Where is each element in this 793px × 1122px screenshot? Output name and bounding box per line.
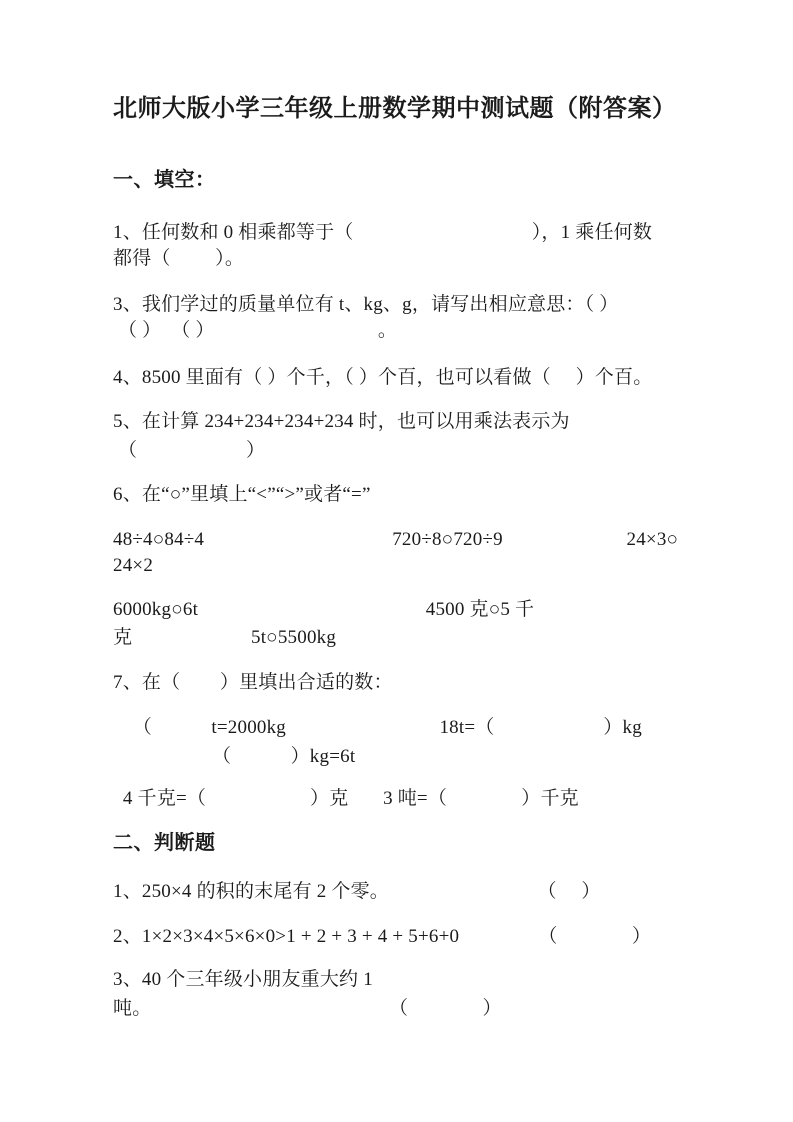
fill-q7-row-3: 4 千克=（ ）克 3 吨=（ ）千克 — [113, 788, 579, 809]
fill-q6-compare-row-2: 24×2 — [113, 555, 154, 576]
fill-q7-row-1: （ t=2000kg 18t=（ ）kg — [113, 717, 642, 738]
fill-q4-line-1: 4、8500 里面有（ ）个千，（ ）个百，也可以看做（ ）个百。 — [113, 367, 653, 388]
fill-q6-compare-row-1: 48÷4○84÷4 720÷8○720÷9 24×3○ — [113, 529, 679, 550]
fill-q6-compare-row-4: 克 5t○5500kg — [113, 627, 337, 648]
fill-q6-heading: 6、在“○”里填上“<”“>”或者“=” — [113, 484, 371, 505]
fill-q1-line-2: 都得（ ）。 — [113, 248, 245, 269]
fill-q7-row-2: （ ）kg=6t — [113, 746, 356, 767]
fill-q1-line-1: 1、任何数和 0 相乘都等于（ ），1 乘任何数 — [113, 222, 653, 243]
judge-q3-line-1: 3、40 个三年级小朋友重大约 1 — [113, 969, 373, 990]
section-2-heading: 二、判断题 — [113, 832, 216, 854]
judge-q1: 1、250×4 的积的末尾有 2 个零。 （ ） — [113, 881, 601, 902]
judge-q3-line-2: 吨。 （ ） — [113, 998, 502, 1019]
fill-q6-compare-row-3: 6000kg○6t 4500 克○5 千 — [113, 599, 535, 620]
section-1-heading: 一、填空： — [113, 169, 216, 191]
fill-q5-line-2: （ ） — [113, 440, 266, 461]
judge-q2: 2、1×2×3×4×5×6×0>1 + 2 + 3 + 4 + 5+6+0 （ ） — [113, 926, 652, 947]
doc-title: 北师大版小学三年级上册数学期中测试题（附答案） — [113, 96, 677, 122]
fill-q3-line-2: （ ） （ ） 。 — [113, 320, 398, 341]
fill-q5-line-1: 5、在计算 234+234+234+234 时，也可以用乘法表示为 — [113, 411, 570, 432]
fill-q7-heading: 7、在（ ）里填出合适的数： — [113, 672, 393, 693]
fill-q3-line-1: 3、我们学过的质量单位有 t、kg、g，请写出相应意思：（ ） — [113, 294, 619, 315]
